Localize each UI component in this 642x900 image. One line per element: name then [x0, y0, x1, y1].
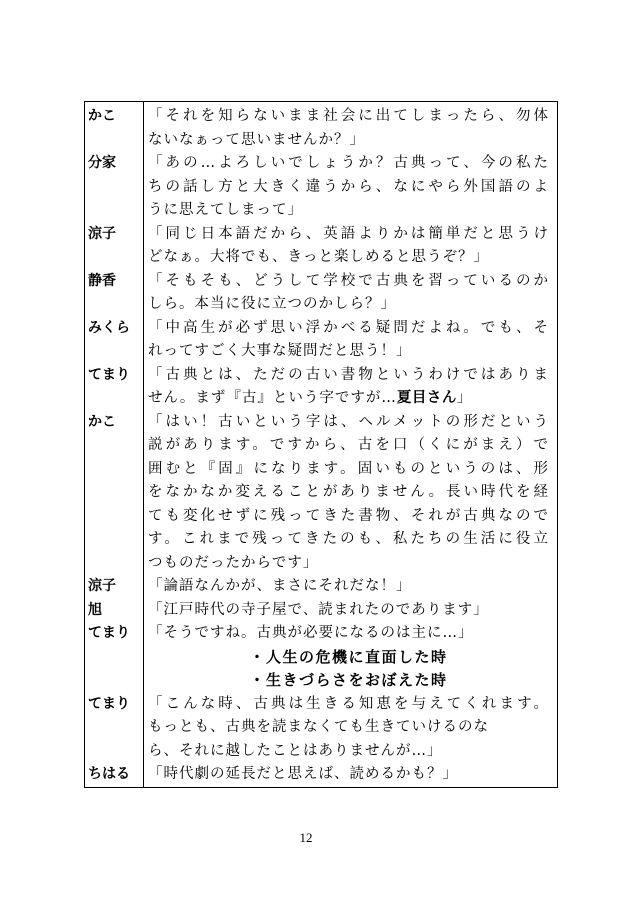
dialogue-text: [144, 763, 557, 787]
dialogue-text: [144, 317, 557, 364]
dialogue-line: うに思えてしまって」: [148, 202, 303, 218]
dialogue-line: 説があります。ですから、古を口（くにがまえ）で: [148, 437, 549, 453]
dialogue-line: 「そうですね。古典が必要になるのは主に…」: [148, 625, 474, 641]
speaker-name: 旭: [88, 601, 102, 618]
dialogue-row: [85, 270, 557, 317]
dialogue-row: [85, 152, 557, 223]
speaker-name: かこ: [88, 413, 116, 430]
dialogue-line: 「はい！古いという字は、ヘルメットの形だという: [148, 413, 549, 430]
speaker-name: てまり: [88, 625, 130, 641]
dialogue-line: す。これまで残ってきたのも、私たちの生活に役立: [148, 531, 549, 547]
dialogue-text: [144, 622, 557, 646]
dialogue-line: つものだったからです」: [148, 554, 319, 571]
dialogue-text: [144, 152, 557, 223]
dialogue-row: [85, 223, 557, 270]
speaker-name: みくら: [88, 319, 130, 336]
page-number: 12: [299, 830, 313, 845]
dialogue-line: 「そもそも、どうして学校で古典を習っているのか: [148, 272, 549, 289]
bullet-item: ・生きづらさをおぼえた時: [249, 671, 448, 689]
speaker-name: 静香: [88, 272, 116, 289]
dialogue-text: [144, 693, 557, 764]
dialogue-line: どなぁ。大将でも、きっと楽しめると思うぞ？」: [148, 249, 489, 265]
dialogue-line: もっとも、古典を読まなくても生きていけるのな: [148, 719, 489, 735]
bullet-item: ・人生の危機に直面した時: [249, 647, 448, 666]
dialogue-line: 「論語なんかが、まさにそれだな！」: [148, 578, 412, 594]
dialogue-line: ちの話し方と大きく違うから、なにやら外国語のよ: [148, 178, 549, 195]
dialogue-row: [85, 105, 557, 152]
dialogue-line: をなかなか変えることがありません。長い時代を経: [148, 484, 549, 500]
speaker-cell-empty: [85, 669, 144, 693]
dialogue-line: 「あの…よろしいでしょうか？古典って、今の私た: [148, 155, 549, 171]
bullet-row: [85, 669, 557, 693]
dialogue-line: ても変化せずに残ってきた書物、それが古典なので: [148, 507, 549, 524]
speaker-name: てまり: [88, 695, 130, 712]
dialogue-line-text: せん。まず『古』という字ですが…: [148, 390, 397, 406]
dialogue-line: 「こんな時、古典は生きる知恵を与えてくれます。: [148, 695, 549, 712]
dialogue-text: [144, 223, 557, 270]
bullet-text: [144, 669, 557, 693]
speaker-name: 涼子: [88, 225, 116, 242]
dialogue-text: [144, 411, 557, 576]
speaker-cell-empty: [85, 646, 144, 670]
dialogue-line: 「同じ日本語だから、英語よりかは簡単だと思うけ: [148, 225, 549, 242]
dialogue-line: 「古典とは、ただの古い書物というわけではありま: [148, 366, 549, 383]
dialogue-row: [85, 763, 557, 787]
bullet-text: [144, 646, 557, 670]
dialogue-line: 「それを知らないまま社会に出てしまったら、勿体: [148, 108, 549, 124]
dialogue-line: 「江戸時代の寺子屋で、読まれたのであります」: [148, 601, 489, 618]
dialogue-text: [144, 105, 557, 152]
dialogue-line: れってすごく大事な疑問だと思う！」: [148, 343, 412, 359]
dialogue-line: しら。本当に役に立つのかしら？」: [148, 296, 396, 312]
dialogue-text: [144, 599, 557, 623]
speaker-name: ちはる: [88, 766, 130, 782]
speaker-name: 涼子: [88, 578, 116, 594]
dialogue-row: [85, 317, 557, 364]
dialogue-row: [85, 411, 557, 576]
closing-bracket: 」: [456, 390, 473, 406]
dialogue-line: 囲むと『固』になります。固いものというのは、形: [148, 460, 549, 477]
bullet-row: [85, 646, 557, 670]
dialogue-row: [85, 364, 557, 411]
speaker-name: 分家: [88, 155, 116, 171]
addressee-name: 夏目さん: [396, 390, 457, 406]
dialogue-row: [85, 622, 557, 646]
speaker-name: かこ: [88, 108, 116, 124]
dialogue-text: [144, 575, 557, 599]
dialogue-table: [84, 101, 558, 788]
dialogue-line: ないなぁって思いませんか？」: [148, 131, 365, 148]
dialogue-text: [144, 270, 557, 317]
dialogue-row: [85, 575, 557, 599]
dialogue-row: [85, 599, 557, 623]
dialogue-text: [144, 364, 557, 411]
dialogue-line: 「中高生が必ず思い浮かべる疑問だよね。でも、そ: [148, 319, 549, 336]
dialogue-line: [148, 387, 549, 411]
speaker-name: てまり: [88, 366, 130, 383]
dialogue-row: [85, 693, 557, 764]
dialogue-line: 「時代劇の延長だと思えば、読めるかも？」: [148, 766, 458, 782]
dialogue-line: ら、それに越したことはありませんが…」: [148, 742, 443, 759]
